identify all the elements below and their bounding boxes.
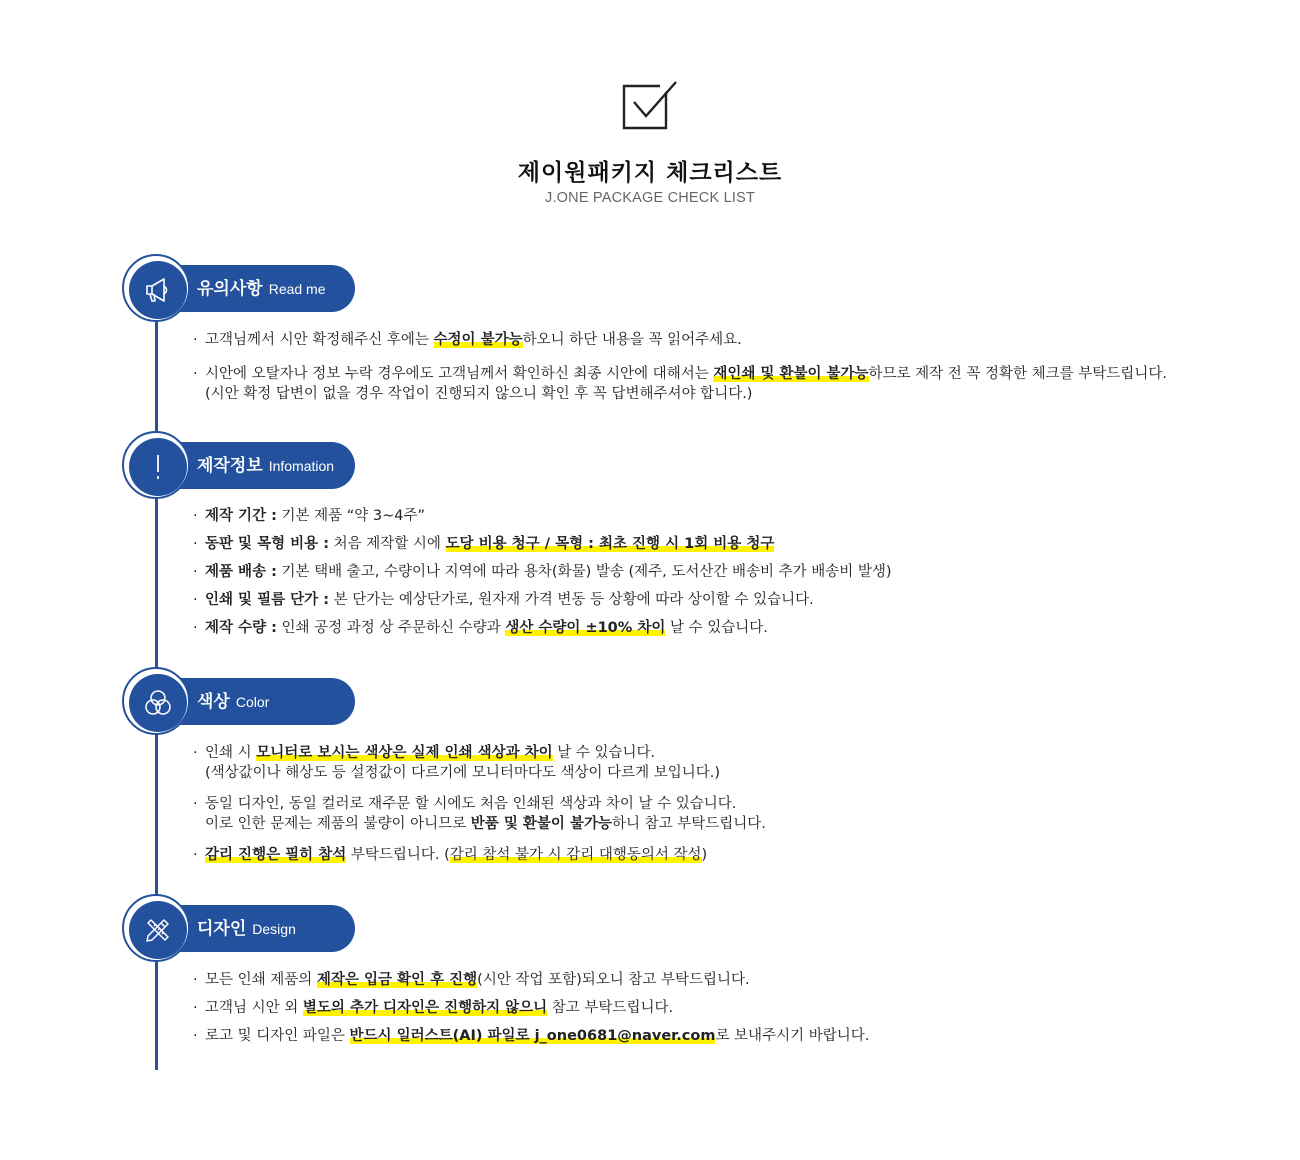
list-item: · 로고 및 디자인 파일은 반드시 일러스트(AI) 파일로 j_one0681@naver.com로 보내주시기 바랍니다. bbox=[193, 1028, 870, 1044]
list-item: · 감리 진행은 필히 참석 부탁드립니다. (감리 참석 불가 시 감리 대행동의서 작성) bbox=[193, 847, 708, 863]
section-title bbox=[197, 442, 334, 489]
section-badge bbox=[122, 431, 190, 499]
color-circles-icon bbox=[142, 687, 174, 719]
megaphone-icon bbox=[142, 274, 174, 306]
section-badge bbox=[122, 254, 190, 322]
list-item: · 제작 수량 : 인쇄 공정 과정 상 주문하신 수량과 생산 수량이 ±10% 차이 날 수 있습니다. bbox=[193, 620, 768, 636]
section-title-en: Infomation bbox=[268, 458, 335, 474]
section-badge bbox=[122, 667, 190, 735]
section-badge bbox=[122, 894, 190, 962]
section-title-ko: 유의사항 bbox=[197, 279, 263, 299]
section-title bbox=[197, 905, 296, 952]
list-item: · 인쇄 시 모니터로 보시는 색상은 실제 인쇄 색상과 차이 날 수 있습니다. (색상값이나 해상도 등 설정값이 다르기에 모니터마다도 색상이 다르게 보입니다.) bbox=[193, 745, 721, 781]
page-subtitle: J.ONE PACKAGE CHECK LIST bbox=[545, 190, 755, 206]
section-header-color bbox=[122, 667, 362, 735]
pencil-ruler-icon bbox=[142, 914, 174, 946]
section-title-en: Color bbox=[235, 694, 270, 710]
section-title-en: Design bbox=[252, 921, 296, 937]
list-item: · 인쇄 및 필름 단가 : 본 단가는 예상단가로, 원자재 가격 변동 등 상황에 따라 상이할 수 있습니다. bbox=[193, 592, 814, 608]
list-item: · 고객님께서 시안 확정해주신 후에는 수정이 불가능하오니 하단 내용을 꼭 읽어주세요. bbox=[193, 332, 742, 348]
list-item: · 고객님 시안 외 별도의 추가 디자인은 진행하지 않으니 참고 부탁드립니다. bbox=[193, 1000, 674, 1016]
section-title bbox=[197, 678, 269, 725]
section-header-information bbox=[122, 431, 362, 499]
section-header-design bbox=[122, 894, 362, 962]
section-title-ko: 디자인 bbox=[197, 919, 247, 939]
section-title-ko: 색상 bbox=[197, 692, 230, 712]
list-item: · 제작 기간 : 기본 제품 “약 3~4주” bbox=[193, 508, 426, 524]
list-item: · 동판 및 목형 비용 : 처음 제작할 시에 도당 비용 청구 / 목형 : 최초 진행 시 1회 비용 청구 bbox=[193, 536, 775, 552]
section-header-readme bbox=[122, 254, 362, 322]
list-item: · 제품 배송 : 기본 택배 출고, 수량이나 지역에 따라 용차(화물) 발송 (제주, 도서산간 배송비 추가 배송비 발생) bbox=[193, 564, 892, 580]
section-title-ko: 제작정보 bbox=[197, 456, 263, 476]
list-item: · 모든 인쇄 제품의 제작은 입금 확인 후 진행(시안 작업 포함)되오니 참고 부탁드립니다. bbox=[193, 972, 750, 988]
list-item: · 시안에 오탈자나 정보 누락 경우에도 고객님께서 확인하신 최종 시안에 대해서는 재인쇄 및 환불이 불가능하므로 제작 전 꼭 정확한 체크를 부탁드립니다. (시안 확정 답변이 없을 경우 작업이 진행되지 않으니 확인 후 꼭 답변해주셔야 합니다.) bbox=[193, 366, 1167, 402]
section-title bbox=[197, 265, 326, 312]
list-item: · 동일 디자인, 동일 컬러로 재주문 할 시에도 처음 인쇄된 색상과 차이 날 수 있습니다. 이로 인한 문제는 제품의 불량이 아니므로 반품 및 환불이 불가능하니 참고 부탁드립니다. bbox=[193, 796, 766, 832]
exclamation-icon bbox=[142, 451, 174, 483]
page-title: 제이원패키지 체크리스트 bbox=[517, 160, 783, 186]
checkbox-check-icon bbox=[620, 80, 680, 132]
section-title-en: Read me bbox=[268, 281, 326, 297]
